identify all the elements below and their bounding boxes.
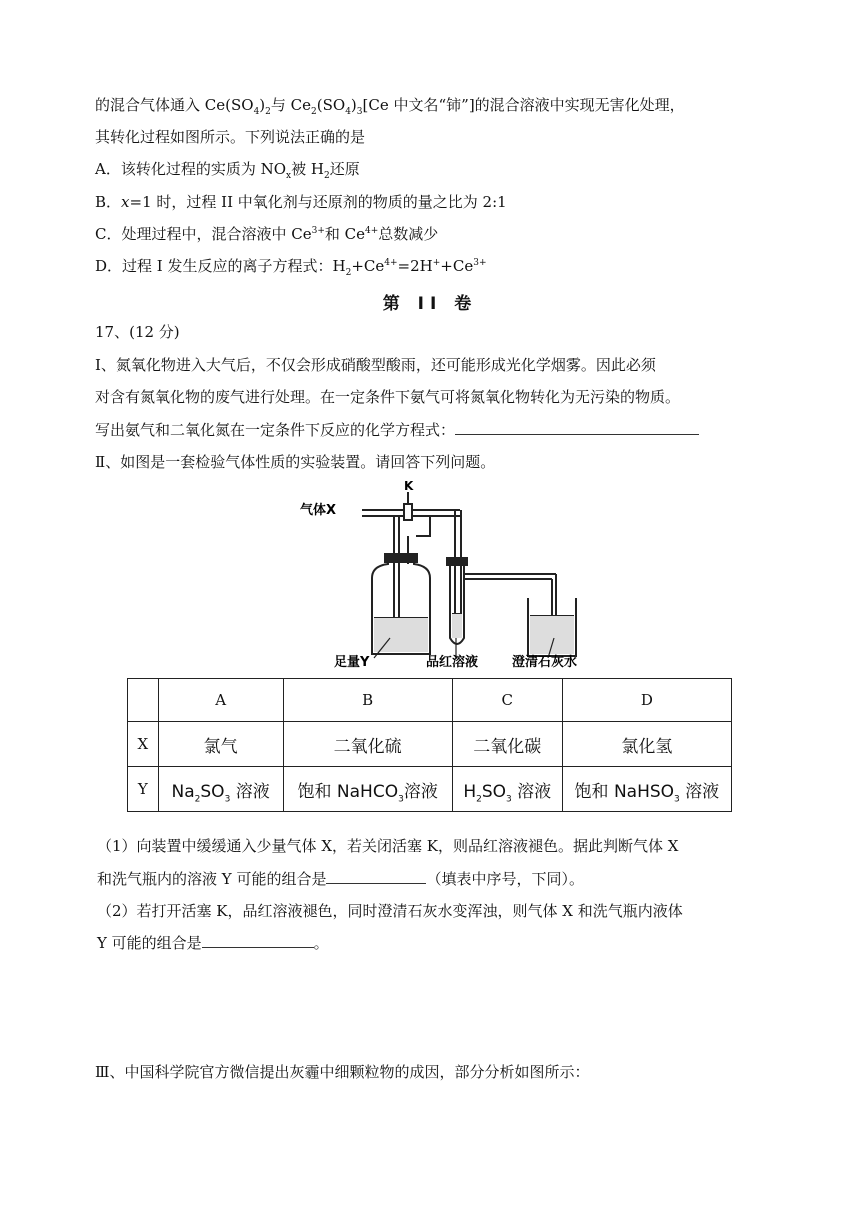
text: 被 H [291, 160, 324, 178]
subscript: 2 [311, 107, 317, 117]
subscript: 2 [323, 171, 330, 181]
apparatus-figure [290, 478, 590, 668]
superscript: + [432, 258, 441, 268]
text: [Ce 中文名“铈”]的混合溶液中实现无害化处理， [362, 96, 685, 114]
superscript: 4+ [384, 258, 398, 268]
subscript: 3 [674, 793, 680, 804]
cell-y-d [562, 767, 731, 812]
text: (SO [316, 96, 346, 114]
section-title: 第 II 卷 [382, 294, 478, 314]
q1-line1: （1）向装置中缓缓通入少量气体 X，若关闭活塞 K，则品红溶液褪色。据此判断气体 X [97, 837, 679, 855]
options-table [127, 678, 732, 812]
hatch-liquid [374, 614, 574, 654]
subscript: 3 [224, 793, 231, 804]
text: SO [481, 781, 507, 802]
option-a [95, 159, 360, 179]
text: Y 可能的组合是 [97, 934, 202, 952]
cell-x-d: 氯化氢 [562, 722, 731, 767]
subscript: 2 [476, 793, 482, 804]
text: 和洗气瓶内的溶液 Y 可能的组合是 [97, 870, 327, 888]
table-header-row [128, 679, 732, 722]
superscript: 3+ [473, 258, 487, 268]
subscript: 2 [265, 107, 271, 117]
corner-cell [128, 679, 159, 722]
subscript: 2 [194, 793, 201, 804]
subscript: 4 [253, 107, 260, 117]
text: H [463, 781, 477, 802]
text: D．过程 I 发生反应的离子方程式：H [95, 257, 346, 275]
text: =1 时，过程 II 中氧化剂与还原剂的物质的量之比为 2:1 [129, 193, 507, 211]
superscript: 4+ [365, 226, 379, 236]
q17-part3-intro: Ⅲ、中国科学院官方微信提出灰霾中细颗粒物的成因，部分分析如图所示： [95, 1063, 590, 1081]
q1-line2 [97, 869, 584, 889]
answer-blank[interactable] [326, 869, 426, 884]
row-label-y: Y [128, 767, 159, 812]
text: 的混合气体通入 Ce(SO [95, 96, 254, 114]
text: A．该转化过程的实质为 NO [95, 160, 287, 178]
text: 饱和 NaHSO [574, 781, 675, 802]
cell-y-b [283, 767, 452, 812]
text: 。 [313, 934, 329, 952]
answer-blank[interactable] [202, 933, 314, 948]
subscript: 3 [398, 793, 404, 804]
text: 溶液 [679, 781, 720, 802]
cell-x-c: 二氧化碳 [452, 722, 562, 767]
header-c: C [452, 679, 562, 722]
option-c [95, 224, 438, 244]
text: 溶液 [511, 781, 552, 802]
text: ) [350, 96, 357, 114]
table-row-y [128, 767, 732, 812]
label-y: 足量Y [334, 655, 370, 668]
q17-part2-intro: Ⅱ、如图是一套检验气体性质的实验装置。请回答下列问题。 [95, 453, 496, 471]
intro-line-1 [95, 95, 685, 115]
header-b: B [283, 679, 452, 722]
cell-x-a: 氯气 [158, 722, 283, 767]
subscript: 2 [345, 268, 352, 278]
text: SO [200, 781, 225, 802]
superscript: 3+ [311, 226, 325, 236]
text: ) [259, 96, 266, 114]
text: B． [95, 193, 122, 211]
text: 溶液 [403, 781, 438, 802]
text: 与 Ce [270, 96, 312, 114]
row-label-x: X [128, 722, 159, 767]
intro-line-2: 其转化过程如图所示。下列说法正确的是 [95, 128, 366, 146]
subscript: 3 [506, 793, 512, 804]
cell-x-b: 二氧化硫 [283, 722, 452, 767]
text: +Ce [440, 257, 474, 275]
text: Na [171, 781, 195, 802]
text: C．处理过程中，混合溶液中 Ce [95, 225, 312, 243]
text: 还原 [329, 160, 360, 178]
label-lime-water: 澄清石灰水 [512, 655, 578, 668]
q17-part1-line1: Ⅰ、氮氧化物进入大气后，不仅会形成硝酸型酸雨，还可能形成光化学烟雾。因此必须 [95, 356, 656, 374]
text: +Ce [351, 257, 385, 275]
subscript: 4 [345, 107, 351, 117]
answer-blank[interactable] [455, 420, 699, 435]
cell-y-a [158, 767, 283, 812]
subscript: x [286, 171, 292, 181]
label-gas-x: 气体X [300, 503, 337, 518]
q17-number: 17、(12 分) [95, 323, 180, 341]
label-valve-k: K [404, 479, 414, 493]
cell-y-c [452, 767, 562, 812]
table-row-x [128, 722, 732, 767]
text: =2H [397, 257, 433, 275]
text: 总数减少 [378, 225, 439, 243]
text: 饱和 NaHCO [297, 781, 399, 802]
q2-line2 [97, 933, 329, 953]
option-d [95, 256, 487, 276]
q2-line1: （2）若打开活塞 K，品红溶液褪色，同时澄清石灰水变浑浊，则气体 X 和洗气瓶内液体 [97, 902, 683, 920]
header-a: A [158, 679, 283, 722]
header-d: D [562, 679, 731, 722]
subscript: 3 [356, 107, 363, 117]
variable-x: x [121, 193, 130, 211]
q17-part1-line2: 对含有氮氧化物的废气进行处理。在一定条件下氨气可将氮氧化物转化为无污染的物质。 [95, 388, 681, 406]
text: 写出氨气和二氧化氮在一定条件下反应的化学方程式： [95, 421, 456, 439]
label-pinhong: 品红溶液 [426, 655, 479, 668]
q17-part1-line3 [95, 420, 699, 440]
option-b [95, 192, 507, 212]
text: （填表中序号，下同）。 [426, 870, 584, 888]
text: 和 Ce [324, 225, 366, 243]
text: 溶液 [230, 781, 270, 802]
